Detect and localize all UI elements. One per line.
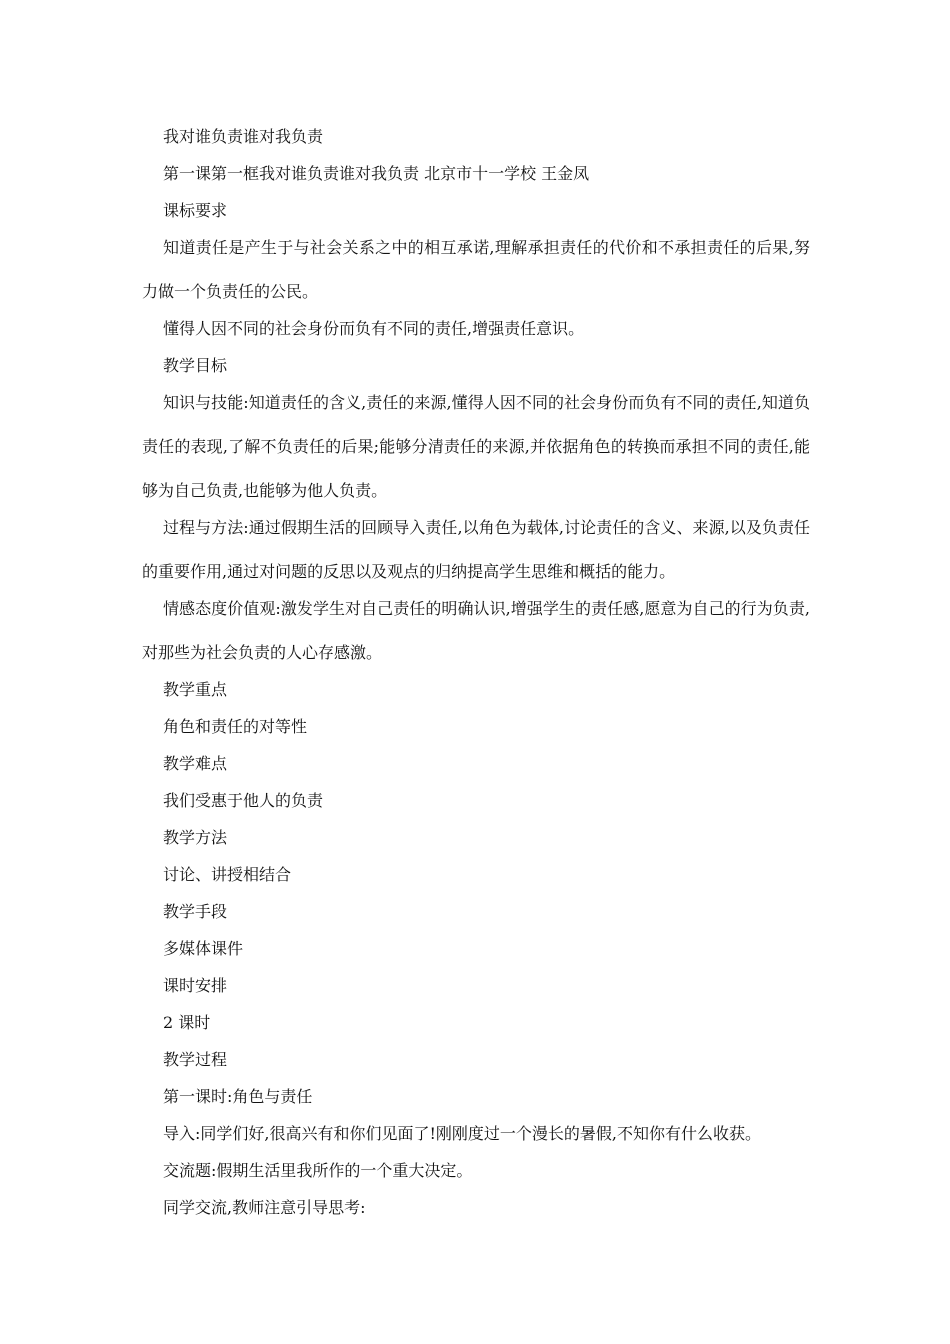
paragraph-student-exchange: 同学交流,教师注意引导思考: [163, 1198, 366, 1217]
lesson-subtitle: 第一课第一框我对谁负责谁对我负责 北京市十一学校 王金凤 [163, 164, 590, 183]
section-heading-schedule: 课时安排 [163, 976, 228, 995]
section-heading-process: 教学过程 [163, 1050, 228, 1069]
section-heading-methods: 教学方法 [163, 828, 228, 847]
paragraph-curriculum-2: 懂得人因不同的社会身份而负有不同的责任,增强责任意识。 [163, 319, 585, 338]
paragraph-discussion-topic: 交流题:假期生活里我所作的一个重大决定。 [163, 1161, 473, 1180]
paragraph-curriculum-1: 知道责任是产生于与社会关系之中的相互承诺,理解承担责任的代价和不承担责任的后果,努力做一个负责任的公民。 [142, 238, 810, 301]
section-heading-key-points: 教学重点 [163, 680, 228, 699]
document-body [142, 126, 810, 1234]
paragraph-introduction: 导入:同学们好,很高兴有和你们见面了!刚刚度过一个漫长的暑假,不知你有什么收获。 [163, 1124, 761, 1143]
section-heading-means: 教学手段 [163, 902, 228, 921]
paragraph-difficulties: 我们受惠于他人的负责 [163, 791, 324, 810]
section-heading-difficulties: 教学难点 [163, 754, 228, 773]
paragraph-goal-knowledge: 知识与技能:知道责任的含义,责任的来源,懂得人因不同的社会身份而负有不同的责任,知道负责任的表现,了解不负责任的后果;能够分清责任的来源,并依据角色的转换而承担不同的责任,能够为自己负责,也能够为他人负责。 [142, 393, 810, 500]
paragraph-means: 多媒体课件 [163, 939, 244, 958]
paragraph-goal-attitude: 情感态度价值观:激发学生对自己责任的明确认识,增强学生的责任感,愿意为自己的行为负责,对那些为社会负责的人心存感激。 [142, 599, 810, 662]
section-heading-curriculum: 课标要求 [163, 201, 228, 220]
paragraph-key-points: 角色和责任的对等性 [163, 717, 308, 736]
paragraph-goal-process: 过程与方法:通过假期生活的回顾导入责任,以角色为载体,讨论责任的含义、来源,以及负责任的重要作用,通过对问题的反思以及观点的归纳提高学生思维和概括的能力。 [142, 518, 810, 581]
paragraph-methods: 讨论、讲授相结合 [163, 865, 292, 884]
paragraph-schedule: 2 课时 [163, 1013, 211, 1032]
paragraph-first-lesson: 第一课时:角色与责任 [163, 1087, 313, 1106]
section-heading-goals: 教学目标 [163, 356, 228, 375]
document-title: 我对谁负责谁对我负责 [163, 127, 324, 146]
